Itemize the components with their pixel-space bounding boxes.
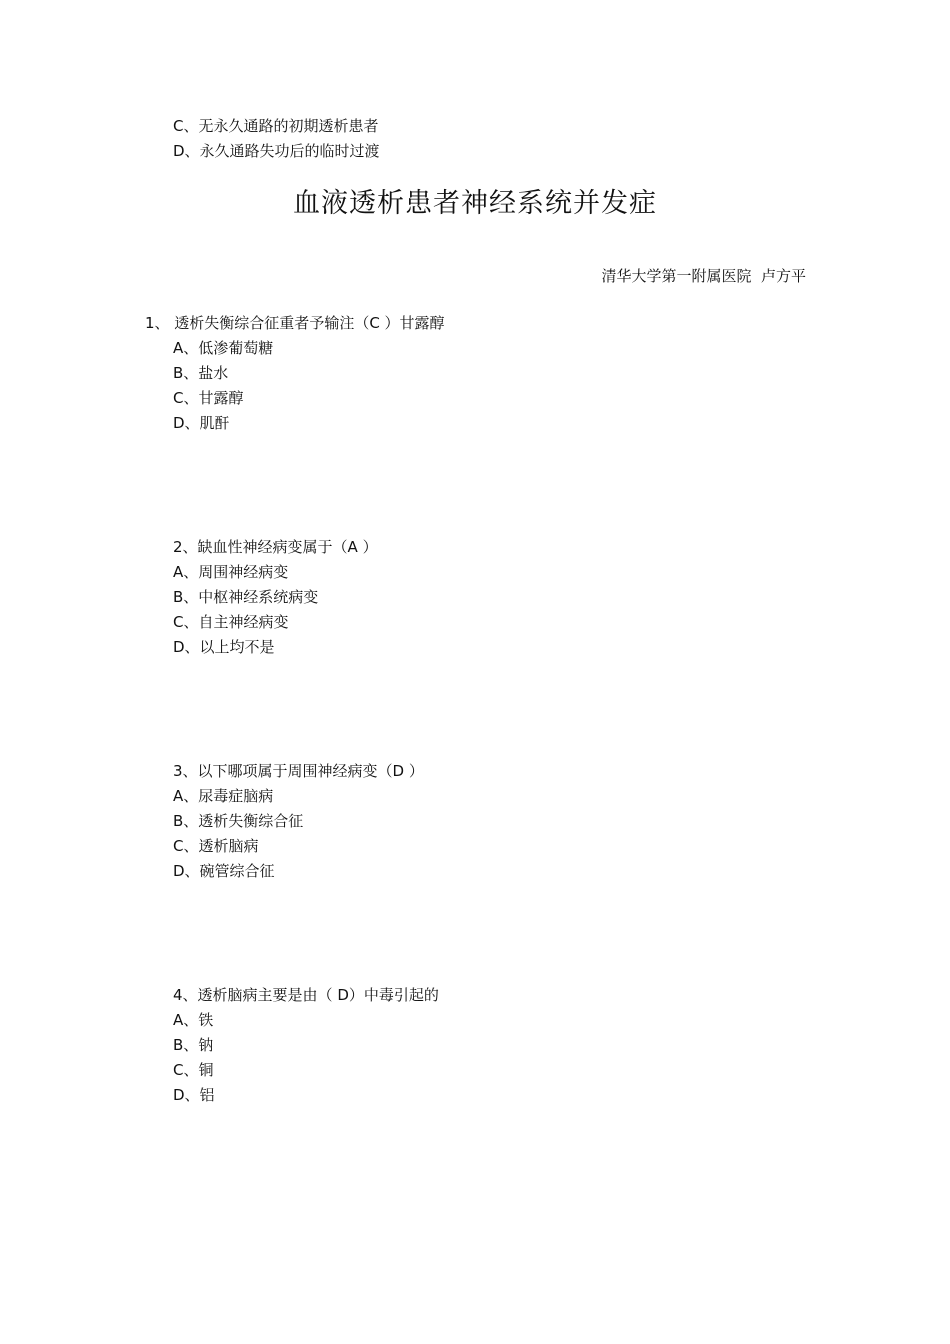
question-1-stem: 1、 透析失衡综合征重者予输注（C ）甘露醇 xyxy=(145,314,445,332)
question-1-option-c: C、甘露醇 xyxy=(173,389,244,407)
document-author: 清华大学第一附属医院 卢方平 xyxy=(601,267,806,285)
question-4-option-c: C、铜 xyxy=(173,1061,214,1079)
question-3-stem: 3、以下哪项属于周围神经病变（D ） xyxy=(173,762,424,780)
question-1-option-d: D、肌酐 xyxy=(173,414,230,432)
prev-option-c: C、无永久通路的初期透析患者 xyxy=(173,117,379,135)
question-3-option-c: C、透析脑病 xyxy=(173,837,259,855)
question-2-stem: 2、缺血性神经病变属于（A ） xyxy=(173,538,378,556)
question-3-option-d: D、碗管综合征 xyxy=(173,862,275,880)
question-2-option-b: B、中枢神经系统病变 xyxy=(173,588,319,606)
document-title: 血液透析患者神经系统并发症 xyxy=(293,188,657,219)
question-4-option-b: B、钠 xyxy=(173,1036,214,1054)
prev-option-d: D、永久通路失功后的临时过渡 xyxy=(173,142,380,160)
question-1-option-b: B、盐水 xyxy=(173,364,229,382)
question-4-stem: 4、透析脑病主要是由（ D）中毒引起的 xyxy=(173,986,439,1004)
question-3-option-b: B、透析失衡综合征 xyxy=(173,812,304,830)
question-2-option-a: A、周围神经病变 xyxy=(173,563,289,581)
question-4-option-d: D、铝 xyxy=(173,1086,215,1104)
question-1-option-a: A、低渗葡萄糖 xyxy=(173,339,274,357)
question-2-option-c: C、自主神经病变 xyxy=(173,613,289,631)
question-4-option-a: A、铁 xyxy=(173,1011,214,1029)
question-3-option-a: A、尿毒症脑病 xyxy=(173,787,274,805)
question-2-option-d: D、以上均不是 xyxy=(173,638,275,656)
